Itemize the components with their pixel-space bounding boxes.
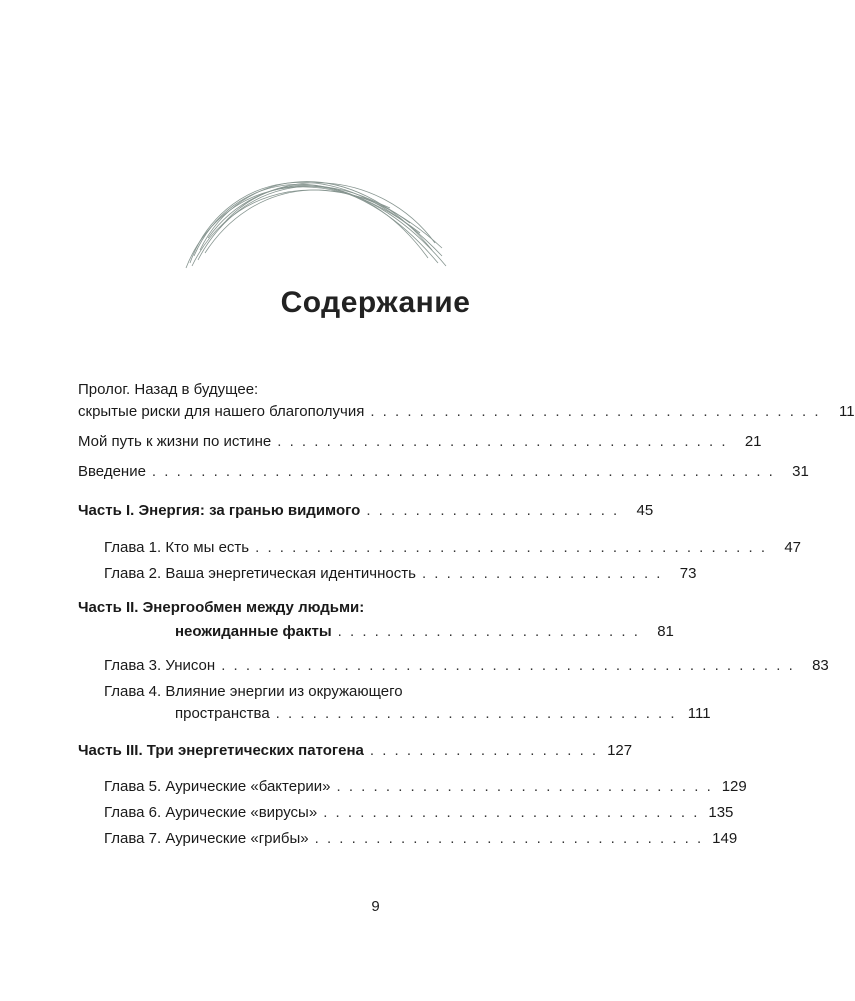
toc-page-number: 73: [679, 565, 697, 582]
toc-entry-text: Глава 3. Унисон: [104, 657, 216, 674]
dot-leader: . . . . . . . . . . . . . . . . . . .: [369, 742, 599, 759]
toc-entry-intro: [78, 461, 809, 483]
toc-entry-ch2: [104, 563, 697, 585]
toc-page-number: 111: [687, 705, 711, 722]
toc-page-number: 31: [792, 463, 809, 480]
toc-entry-my-path: [78, 431, 762, 453]
toc-entry-part1: [78, 500, 654, 522]
dot-leader: . . . . . . . . . . . . . . . . . . . . . . . . .: [337, 623, 640, 640]
toc-entry-text: Мой путь к жизни по истине: [78, 433, 272, 450]
toc-entry-text: Часть III. Три энергетических патогена: [78, 742, 364, 759]
toc-entry-text: неожиданные факты: [175, 623, 332, 640]
dot-leader: . . . . . . . . . . . . . . . . . . . . . . . . . . . . . . . . . . . . . . . . . . . . . . .: [221, 657, 795, 674]
dot-leader: . . . . . . . . . . . . . . . . . . . . . . . . . . . . . . . . . . . . . . . . . .: [255, 539, 768, 556]
toc-entry-text: Часть I. Энергия: за гранью видимого: [78, 502, 361, 519]
toc-entry-ch7: [104, 828, 738, 850]
dot-leader: . . . . . . . . . . . . . . . . . . . . .: [366, 502, 620, 519]
toc-page-number: 21: [744, 433, 762, 450]
toc-entry-ch6: [104, 802, 734, 824]
toc-ch4-line1: Глава 4. Влияние энергии из окружающего: [104, 683, 403, 700]
toc-page-number: 11: [838, 403, 855, 420]
toc-part2-line1: Часть II. Энергообмен между людьми:: [78, 599, 365, 616]
dot-leader: . . . . . . . . . . . . . . . . . . . . . . . . . . . . . . . . . . . . . . . . . . . . . . . . . . .: [151, 463, 775, 480]
toc-entry-text: скрытые риски для нашего благополучия: [78, 403, 365, 420]
toc-page-number: 45: [636, 502, 654, 519]
dot-leader: . . . . . . . . . . . . . . . . . . . . . . . . . . . . . . .: [336, 778, 713, 795]
toc-page-number: 83: [812, 657, 829, 674]
toc-entry-ch5: [104, 776, 747, 798]
toc-page-number: 47: [784, 539, 802, 556]
toc-entry-ch3: [104, 655, 829, 677]
toc-entry-part2: [175, 621, 674, 643]
toc-entry-text: Глава 1. Кто мы есть: [104, 539, 250, 556]
toc-entry-text: Введение: [78, 463, 146, 480]
toc-entry-ch1: [104, 537, 802, 559]
page-number: 9: [371, 898, 380, 915]
toc-page-number: 81: [657, 623, 674, 640]
toc-page-number: 129: [721, 778, 747, 795]
toc-entry-text: Глава 7. Аурические «грибы»: [104, 830, 309, 847]
dot-leader: . . . . . . . . . . . . . . . . . . . .: [421, 565, 663, 582]
dot-leader: . . . . . . . . . . . . . . . . . . . . . . . . . . . . . . . . .: [275, 705, 677, 722]
page-title: Содержание: [280, 286, 471, 319]
toc-entry-ch4: [175, 703, 711, 725]
dot-leader: . . . . . . . . . . . . . . . . . . . . . . . . . . . . . . . . . . . . .: [370, 403, 821, 420]
toc-page-number: 127: [607, 742, 633, 759]
toc-entry-text: Глава 6. Аурические «вирусы»: [104, 804, 318, 821]
toc-entry-text: Глава 5. Аурические «бактерии»: [104, 778, 331, 795]
toc-entry-prologue: [78, 401, 855, 423]
toc-entry-text: пространства: [175, 705, 270, 722]
toc-entry-part3: [78, 740, 633, 762]
toc-prologue-line1: Пролог. Назад в будущее:: [78, 381, 259, 398]
toc-page-number: 135: [708, 804, 734, 821]
dot-leader: . . . . . . . . . . . . . . . . . . . . . . . . . . . . . . . .: [314, 830, 704, 847]
dot-leader: . . . . . . . . . . . . . . . . . . . . . . . . . . . . . . . . . . . . .: [277, 433, 728, 450]
toc-page-number: 149: [712, 830, 738, 847]
toc-entry-text: Глава 2. Ваша энергетическая идентичность: [104, 565, 416, 582]
dot-leader: . . . . . . . . . . . . . . . . . . . . . . . . . . . . . . .: [323, 804, 700, 821]
